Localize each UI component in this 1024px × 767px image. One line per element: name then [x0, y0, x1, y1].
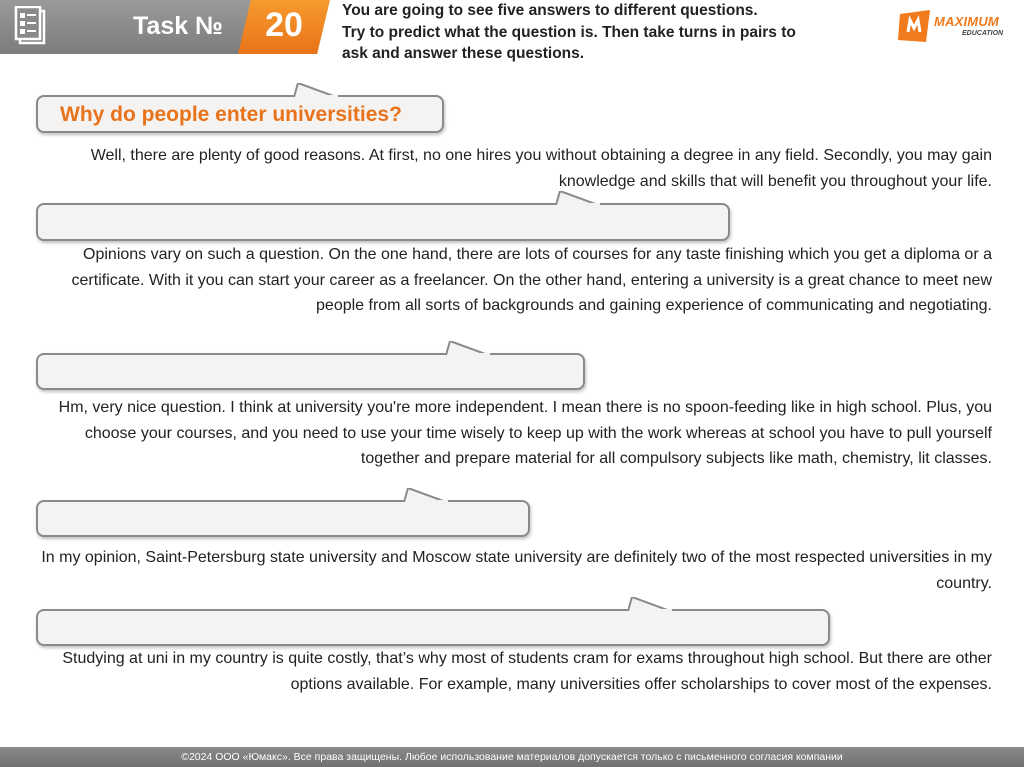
instructions [342, 0, 862, 65]
instructions-line-3: ask and answer these questions. [342, 45, 585, 62]
bubble-tail [404, 488, 450, 502]
bubble-tail [446, 341, 492, 355]
maximum-logo [896, 6, 1018, 48]
task-label: Task № [133, 12, 223, 40]
instructions-line-2: Try to predict what the question is. Then take turns in pairs to [342, 23, 796, 41]
answer-5: Studying at uni in my country is quite costly, that’s why most of students cram for exams throughout high school. But there are other options available. For example, many universities offer scholarships to cover most of the expenses. [62, 650, 992, 693]
logo-mark-icon [896, 6, 936, 46]
question-text: Why do people enter universities? [60, 103, 402, 126]
answer-2: Opinions vary on such a question. On the one hand, there are lots of courses for any taste finishing which you get a diploma or a certificate. With it you can start your career as a freelancer. On the other hand, entering a university is a great chance to meet new people from all sorts of backgrounds and gaining experience of communicating and negotiating. [71, 246, 992, 314]
logo-text: MAXIMUM [934, 14, 999, 29]
answer-1: Well, there are plenty of good reasons. At first, no one hires you without obtaining a degree in any field. Secondly, you may gain knowledge and skills that will benefit you throughout your life. [90, 147, 992, 190]
task-number: 20 [265, 6, 303, 44]
question-bubble-3[interactable] [36, 353, 585, 390]
bubble-tail [556, 191, 602, 205]
bubble-tail [294, 83, 340, 97]
logo-subtext: EDUCATION [962, 30, 1004, 37]
document-icon [12, 6, 54, 48]
question-bubble-1 [36, 95, 444, 133]
answer-3: Hm, very nice question. I think at university you're more independent. I mean there is no spoon-feeding like in high school. Plus, you choose your courses, and you need to use your time wisely to keep up with the work whereas at school you have to pull yourself together and prepare material for all compulsory subjects like math, chemistry, lit classes. [58, 399, 992, 467]
bubble-tail [628, 597, 674, 611]
question-bubble-2[interactable] [36, 203, 730, 241]
task-header [0, 0, 330, 56]
instructions-line-1: You are going to see five answers to different questions. [342, 2, 758, 19]
footer-copyright: ©2024 ООО «Юмакс». Все права защищены. Любое использование материалов допускается только с письменного согласия компании [0, 747, 1024, 767]
answer-4: In my opinion, Saint-Petersburg state university and Moscow state university are definitely two of the most respected universities in my country. [41, 549, 992, 592]
question-bubble-4[interactable] [36, 500, 530, 537]
question-bubble-5[interactable] [36, 609, 830, 646]
